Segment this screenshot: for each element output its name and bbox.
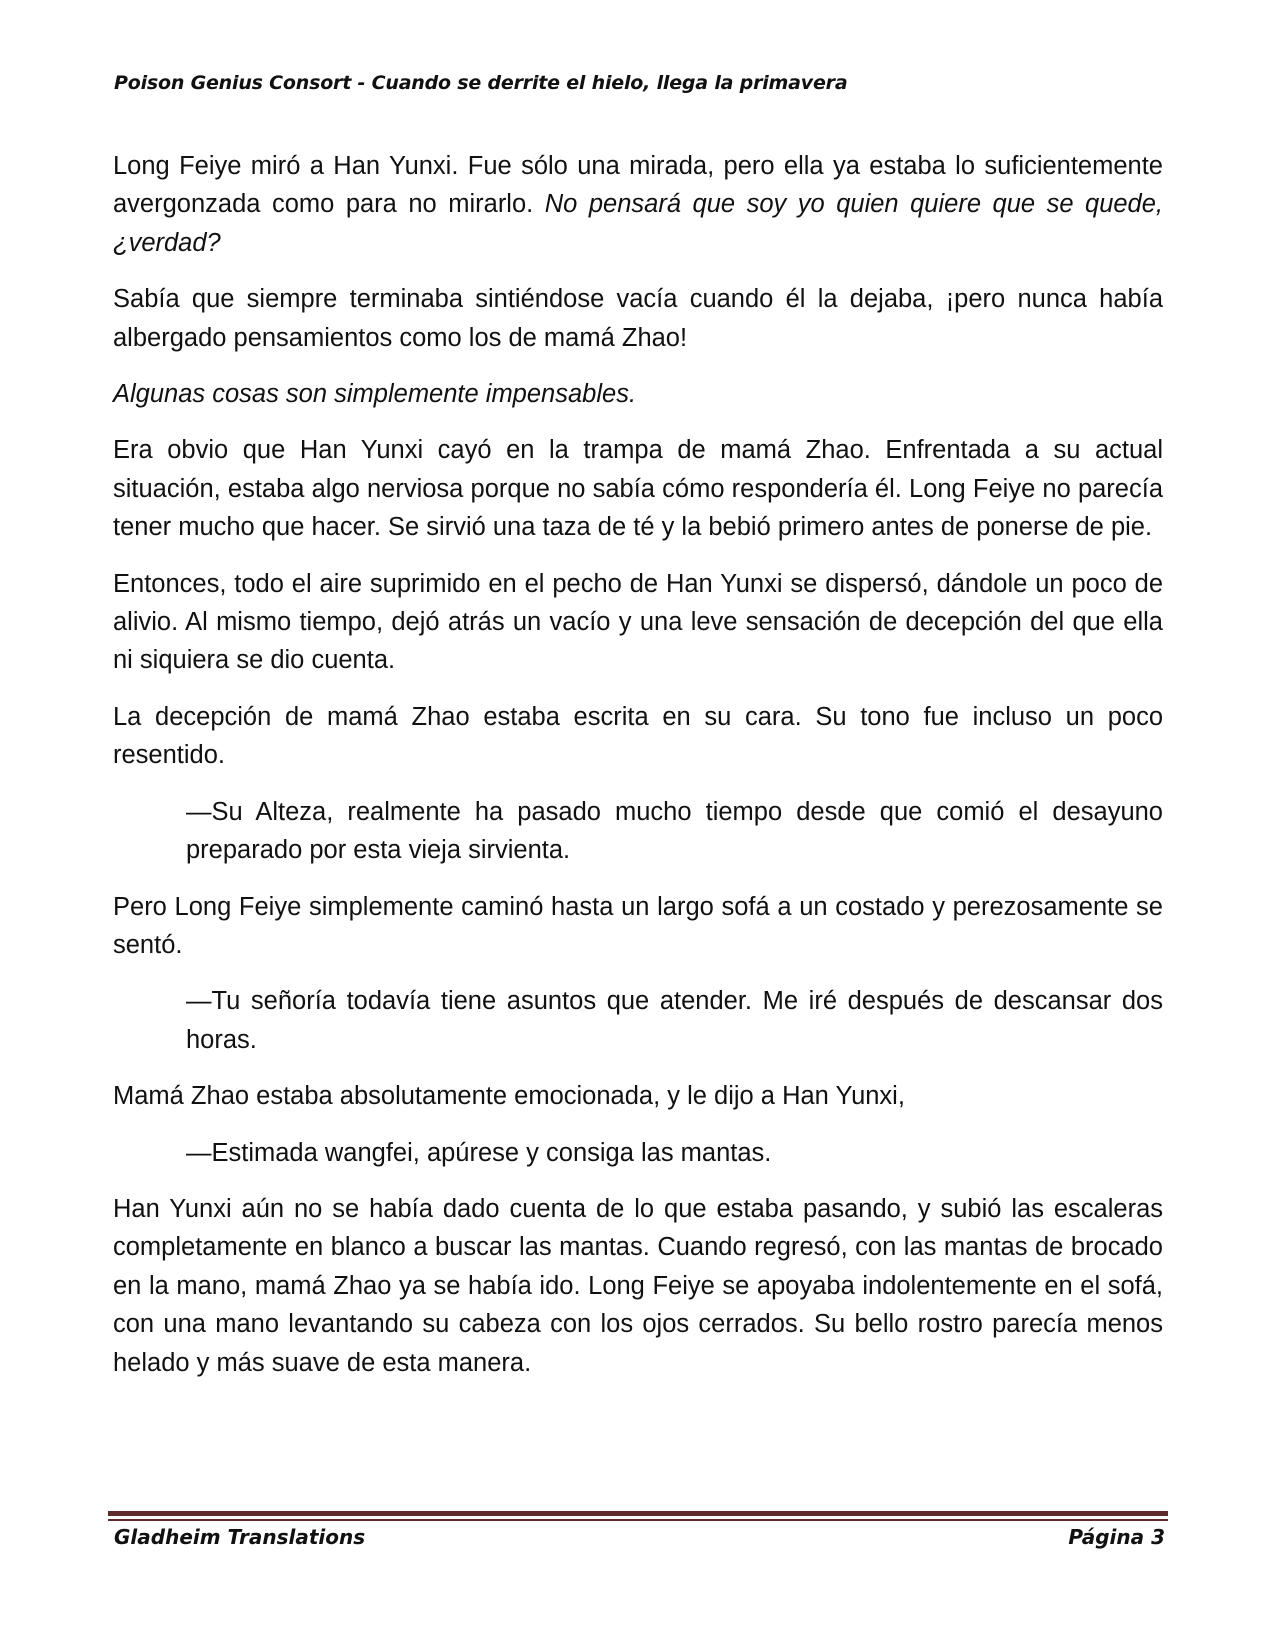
dialogue-1: —Su Alteza, realmente ha pasado mucho tiempo desde que comió el desayuno preparado por esta vieja sirvienta. [186,797,1163,865]
paragraph-4: Era obvio que Han Yunxi cayó en la trampa de mamá Zhao. Enfrentada a su actual situación, estaba algo nerviosa porque no sabía cómo respondería él. Long Feiye no parecía tener mucho que hacer. Se sirvió una taza de té y la bebió primero antes de ponerse de pie. [113,436,1163,542]
footer-rule-thick [108,1511,1168,1516]
body-text [113,147,1163,1400]
footer-rule-thin [108,1519,1168,1521]
paragraph-12: Han Yunxi aún no se había dado cuenta de lo que estaba pasando, y subió las escaleras completamente en blanco a buscar las mantas. Cuando regresó, con las mantas de brocado en la mano, mamá Zhao ya se había ido. Long Feiye se apoyaba indolentemente en el sofá, con una mano levantando su cabeza con los ojos cerrados. Su bello rostro parecía menos helado y más suave de esta manera. [113,1194,1163,1377]
paragraph-6: La decepción de mamá Zhao estaba escrita en su cara. Su tono fue incluso un poco resentido. [113,702,1163,770]
paragraph-10: Mamá Zhao estaba absolutamente emocionada, y le dijo a Han Yunxi, [113,1082,905,1111]
dialogue-3: —Estimada wangfei, apúrese y consiga las mantas. [186,1138,772,1167]
footer-page-number: Página 3 [1068,1525,1165,1549]
paragraph-5: Entonces, todo el aire suprimido en el pecho de Han Yunxi se dispersó, dándole un poco de alivio. Al mismo tiempo, dejó atrás un vacío y una leve sensación de decepción del que ella ni siquiera se dio cuenta. [113,569,1163,675]
footer-publisher: Gladheim Translations [114,1525,366,1549]
running-header: Poison Genius Consort - Cuando se derrite el hielo, llega la primavera [114,72,848,94]
dialogue-2: —Tu señoría todavía tiene asuntos que atender. Me iré después de descansar dos horas. [186,987,1163,1054]
paragraph-8: Pero Long Feiye simplemente caminó hasta un largo sofá a un costado y perezosamente se sentó. [113,892,1163,959]
paragraph-1-text: Long Feiye miró a Han Yunxi. Fue sólo una mirada, pero ella ya estaba lo suficientemente avergonzada como para no mirarlo. [113,152,1163,219]
paragraph-2: Sabía que siempre terminaba sintiéndose vacía cuando él la dejaba, ¡pero nunca había albergado pensamientos como los de mamá Zhao! [113,285,1163,352]
paragraph-3-italic: Algunas cosas son simplemente impensables. [113,380,637,409]
paragraph-1 [113,147,1163,262]
paragraph-1-italic-thought: No pensará que soy yo quien quiere que se quede, ¿verdad? [113,190,1164,257]
